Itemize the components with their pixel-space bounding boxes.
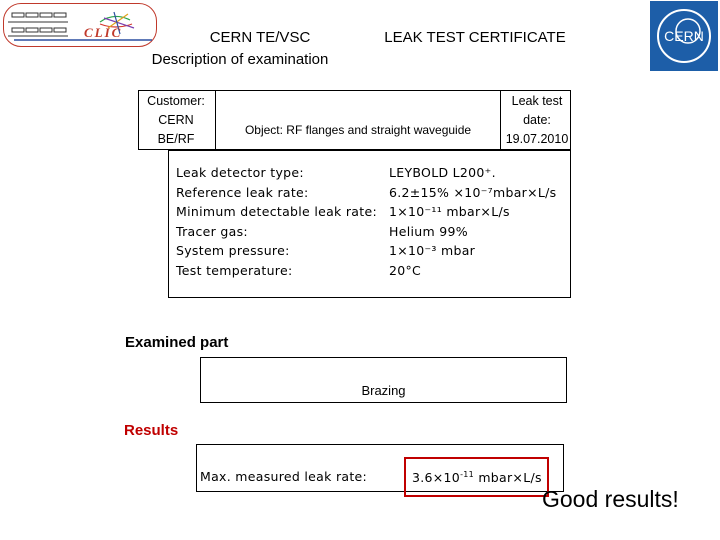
date-label-line1: Leak test [511,94,563,108]
cern-wordmark: CERN [664,28,704,44]
param-value-tracer: Helium 99% [389,223,468,239]
param-value-reference: 6.2±15% ×10⁻⁷mbar×L/s [389,184,557,200]
param-value-detector: LEYBOLD L200⁺. [389,165,496,180]
param-value-temperature: 20°C [389,262,422,278]
date-cell [503,92,571,149]
cern-logo [650,1,718,71]
page-subtitle: Description of examination [151,51,329,68]
verdict: Good results! [542,486,679,512]
result-value-highlight [404,457,549,497]
date-label-line2: date: [523,113,551,127]
examined-heading: Examined part [125,334,229,351]
param-values [389,163,569,280]
result-value [412,468,542,488]
examined-part-box [200,357,567,403]
info-row [138,90,571,150]
customer-cell [141,92,211,149]
info-divider-right [500,90,501,150]
result-label: Max. measured leak rate: [200,469,368,484]
clic-logo [3,3,157,47]
info-divider-left [215,90,216,150]
clic-wordmark: CLIC [84,25,123,40]
test-date: 19.07.2010 [505,132,569,146]
result-value-exponent: -11 [460,469,475,479]
param-label-reference: Reference leak rate: [176,184,309,200]
param-label-temperature: Test temperature: [176,262,293,278]
org-name: CERN TE/VSC [209,29,311,46]
param-label-min-detectable: Minimum detectable leak rate: [176,204,377,219]
param-label-tracer: Tracer gas: [176,223,248,239]
results-heading: Results [124,422,179,439]
param-value-pressure: 1×10⁻³ mbar [389,243,476,258]
customer-org: CERN [158,113,194,127]
test-parameters-box [168,150,571,298]
param-label-pressure: System pressure: [176,243,290,258]
param-value-min-detectable: 1×10⁻¹¹ mbar×L/s [389,204,510,219]
result-value-unit: mbar×L/s [478,470,542,485]
page-title: LEAK TEST CERTIFICATE [384,29,566,46]
customer-dept: BE/RF [157,132,195,146]
clic-accelerator-graphic [4,4,156,46]
examined-part: Brazing [361,383,406,398]
customer-label: Customer: [147,94,205,108]
param-labels [176,163,386,280]
result-value-mantissa: 3.6×10 [412,470,461,485]
object-description: Object: RF flanges and straight waveguide [244,123,472,137]
param-label-detector: Leak detector type: [176,165,304,180]
